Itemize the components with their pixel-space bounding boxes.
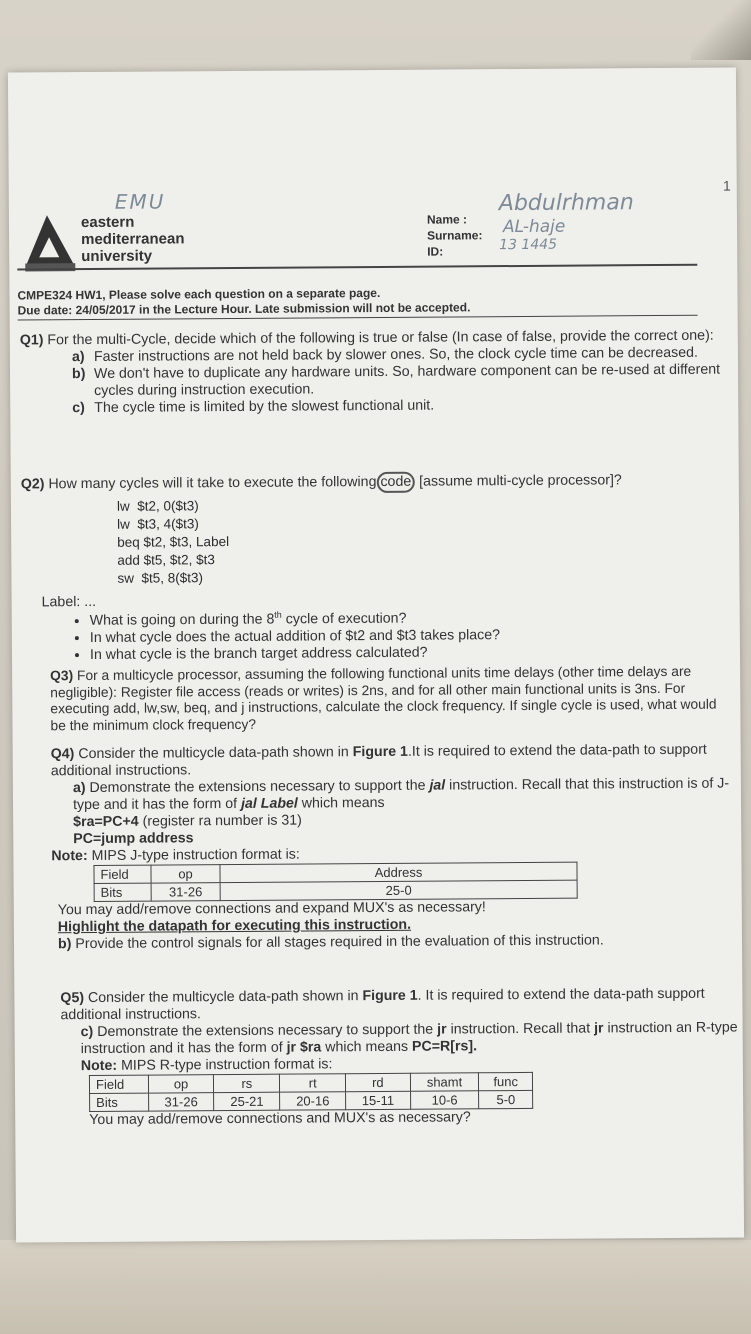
q1-text: For the multi-Cycle, decide which of the following is true or false (In case of false, provide the correct one): xyxy=(47,327,714,349)
q4-a-text-2: instruction. Recall that this instruction is of J-type and it has the form of xyxy=(72,775,730,814)
handwritten-id: 13 1445 xyxy=(499,236,558,254)
q1-c-text: The cycle time is limited by the slowest functional unit. xyxy=(94,397,435,416)
q5-c-text-2: instruction. Recall that xyxy=(450,1020,591,1038)
q4-a-text-1: Demonstrate the extensions necessary to support the xyxy=(89,777,426,797)
question-5 xyxy=(60,985,741,1129)
table-cell: rd xyxy=(346,1073,411,1091)
table-cell: shamt xyxy=(410,1073,479,1091)
id-label: ID: xyxy=(427,244,444,259)
handwritten-emu: EMU xyxy=(114,189,166,214)
q5-c-eq: PC=R[rs]. xyxy=(411,1038,478,1055)
q4-text-a: Consider the multicycle data-path shown in xyxy=(78,744,349,763)
q5-c-text-3: instruction an R-type instruction and it has the form of xyxy=(80,1019,738,1058)
university-line-2: mediterranean xyxy=(81,230,185,249)
q2-code-block xyxy=(117,497,229,588)
page-number: 1 xyxy=(722,177,731,194)
table-cell: Field xyxy=(89,1075,148,1093)
table-cell: 25-21 xyxy=(214,1092,280,1110)
course-line: CMPE324 HW1, Please solve each question on a separate page. xyxy=(17,285,381,303)
q5-c-text-1: Demonstrate the extensions necessary to support the xyxy=(97,1021,434,1040)
table-cell: func xyxy=(479,1072,533,1090)
q1-b-text: We don't have to duplicate any hardware units. So, hardware component can be re-used at different cycles during instruction execution. xyxy=(93,361,721,399)
table-cell: 25-0 xyxy=(220,880,577,900)
q4-label: Q4) xyxy=(50,746,75,763)
q4-a-label: a) xyxy=(72,780,86,797)
code-line: sw $t5, 8($t3) xyxy=(117,570,204,586)
q2-bullet-3: • In what cycle is the branch target address calculated? xyxy=(90,642,708,663)
table-cell: 31-26 xyxy=(151,883,220,901)
q5-figure: Figure 1 xyxy=(362,987,418,1005)
background-corner xyxy=(691,0,751,60)
code-line: add $t5, $t2, $t3 xyxy=(117,552,215,568)
q4-highlight: Highlight the datapath for executing this instruction. xyxy=(57,916,412,936)
name-label: Name : xyxy=(426,212,468,227)
table-cell: 5-0 xyxy=(479,1090,533,1108)
student-fields xyxy=(427,211,483,259)
code-line: beq $t2, $t3, Label xyxy=(117,534,230,550)
table-cell: 20-16 xyxy=(280,1092,346,1110)
q4-text-b: .It is required to extend the data-path to support additional instructions. xyxy=(50,741,707,780)
q5-c-form: jr $ra xyxy=(286,1039,322,1056)
university-name xyxy=(81,213,185,265)
q2-circled-word: code xyxy=(376,472,415,493)
q1-items xyxy=(20,345,732,418)
university-line-3: university xyxy=(81,247,153,266)
table-cell: op xyxy=(148,1075,214,1093)
q5-c-text-4: which means xyxy=(325,1038,409,1056)
surname-label: Surname: xyxy=(427,228,483,243)
table-cell: 31-26 xyxy=(148,1093,214,1111)
q2-bullet-2: • In what cycle does the actual addition of $t2 and $t3 takes place? xyxy=(90,625,708,646)
q4-note-text: MIPS J-type instruction format is: xyxy=(91,846,300,864)
question-4 xyxy=(51,741,742,953)
q2-bullets xyxy=(68,604,708,664)
q2-text-before: How many cycles will it take to execute the following xyxy=(48,473,377,493)
q5-label: Q5) xyxy=(60,990,85,1007)
question-1 xyxy=(20,328,733,418)
q4-eq1-note: (register ra number is 31) xyxy=(142,812,302,830)
handwritten-name: Abdulrhman xyxy=(498,190,634,217)
q5-text-a: Consider the multicycle data-path shown in xyxy=(87,988,359,1007)
code-line: lw $t3, 4($t3) xyxy=(117,516,199,532)
q2-bullet-1: • What is going on during the 8th cycle of execution? xyxy=(90,604,708,630)
q5-after: You may add/remove connections and MUX's as necessary? xyxy=(89,1109,471,1129)
question-3 xyxy=(50,664,734,735)
q2-text-after: [assume multi-cycle processor]? xyxy=(419,472,622,490)
due-date-line: Due date: 24/05/2017 in the Lecture Hour. Late submission will not be accepted. xyxy=(17,300,471,318)
emu-logo-icon xyxy=(17,207,81,277)
table-cell: Address xyxy=(220,862,577,882)
q1-b-label: b) xyxy=(71,366,86,383)
table-cell: 10-6 xyxy=(410,1091,479,1109)
table-cell: op xyxy=(151,865,220,883)
q4-eq2: PC=jump address xyxy=(73,830,194,848)
q2-label-line: Label: ... xyxy=(41,593,97,611)
q5-c-instr2: jr xyxy=(594,1020,604,1037)
q5-part-c xyxy=(61,1019,741,1058)
q5-text-b: . It is required to extend the data-path support additional instructions. xyxy=(60,985,705,1024)
table-cell: rs xyxy=(214,1074,280,1092)
table-cell: Bits xyxy=(90,1093,149,1111)
q4-a-instr: jal xyxy=(429,777,446,794)
q2-label: Q2) xyxy=(20,476,45,493)
q3-label: Q3) xyxy=(50,668,74,684)
q1-label: Q1) xyxy=(19,332,44,349)
q4-jtype-table xyxy=(93,862,577,902)
q4-note-label: Note: xyxy=(51,848,88,865)
homework-sheet xyxy=(8,67,744,1242)
table-cell: 15-11 xyxy=(346,1091,411,1109)
background-fabric xyxy=(0,1240,751,1334)
q4-b-text: Provide the control signals for all stages required in the evaluation of this instruction. xyxy=(75,932,604,953)
q4-figure: Figure 1 xyxy=(352,743,408,761)
q1-a-label: a) xyxy=(71,349,85,366)
q5-rtype-table xyxy=(89,1072,533,1112)
question-2 xyxy=(21,470,733,496)
table-cell: Bits xyxy=(94,883,151,901)
q4-a-text-3: which means xyxy=(301,794,385,812)
table-cell: rt xyxy=(280,1074,346,1092)
q4-part-a xyxy=(51,775,741,848)
q3-text: For a multicycle processor, assuming the following functional units time delays (other time delays are negligible): Register file access (reads or writes) is 2ns, and for all other main functional units is 3ns. For executing add, lw,sw, beq, and j instructions, calculate the clock frequency. If single cycle is used, what would be the minimum clock frequency? xyxy=(50,663,717,733)
university-line-1: eastern xyxy=(80,213,135,232)
code-line: lw $t2, 0($t3) xyxy=(116,498,199,514)
handwritten-surname: AL-haje xyxy=(502,216,566,238)
q4-b-label: b) xyxy=(57,936,72,953)
table-row xyxy=(90,1090,533,1111)
q4-a-form: jal Label xyxy=(240,795,298,812)
q1-a-text: Faster instructions are not held back by slower ones. So, the clock cycle time can be decreased. xyxy=(93,344,699,365)
q5-c-instr: jr xyxy=(437,1021,447,1038)
q5-note-text: MIPS R-type instruction format is: xyxy=(121,1056,333,1074)
q1-c-label: c) xyxy=(72,400,85,417)
q5-note-label: Note: xyxy=(80,1057,118,1075)
q4-eq1: $ra=PC+4 xyxy=(73,813,139,831)
table-cell: Field xyxy=(94,865,151,883)
q4-after: You may add/remove connections and expand MUX's as necessary! xyxy=(57,899,486,919)
q5-c-label: c) xyxy=(80,1023,94,1041)
